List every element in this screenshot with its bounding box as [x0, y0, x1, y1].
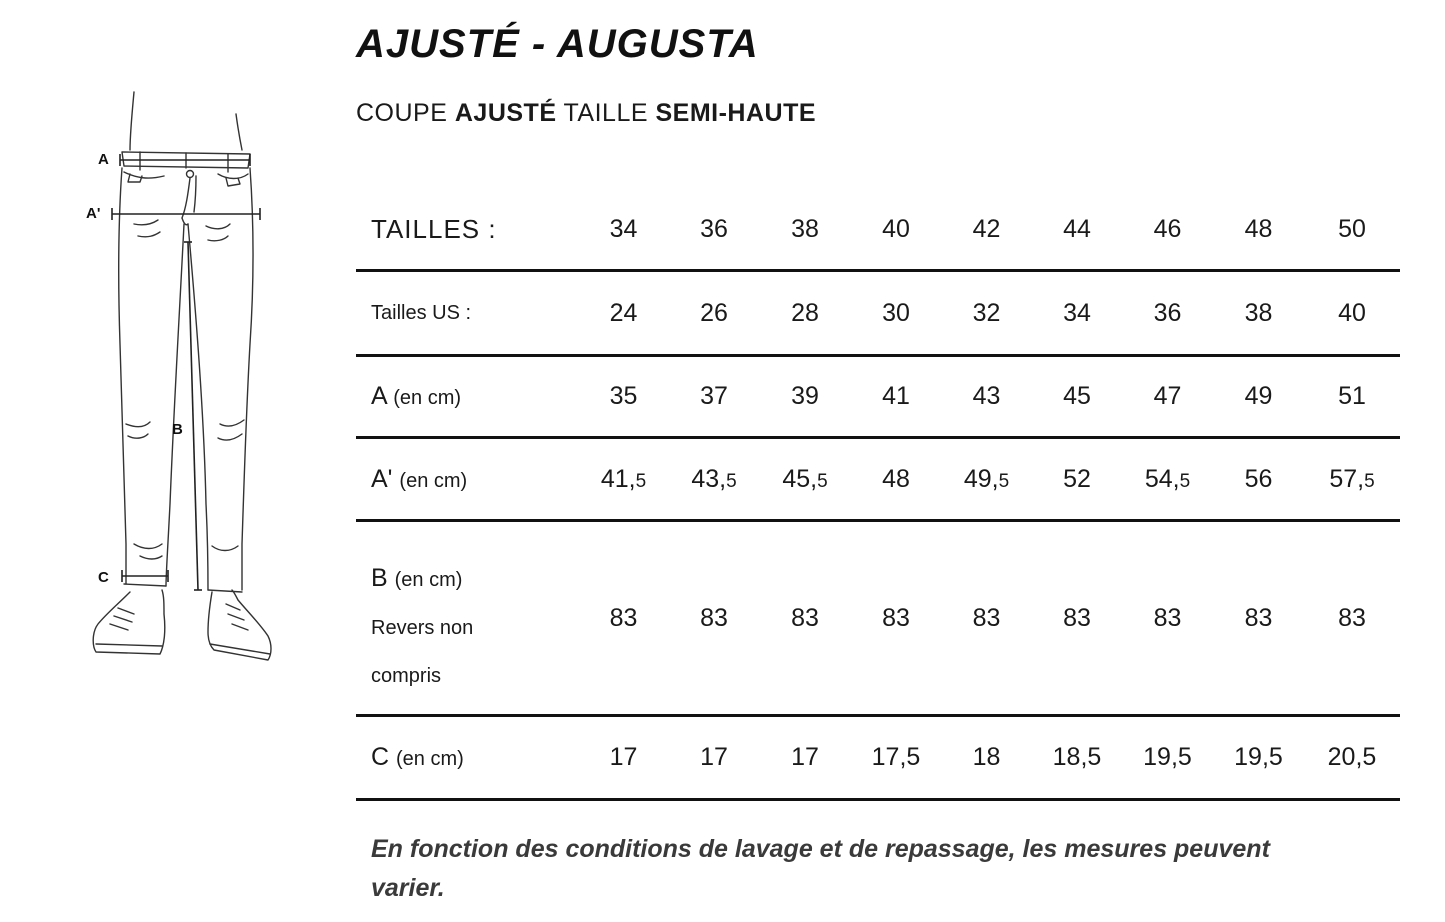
table-cell: 48	[1244, 215, 1273, 243]
table-cell: 36	[700, 215, 728, 243]
table-cell: 18	[972, 743, 1001, 771]
row-label-note: compris	[371, 665, 442, 687]
table-cell: 46	[1153, 215, 1182, 243]
table-cell: 34	[609, 215, 638, 243]
table-cell: 51	[1338, 382, 1366, 410]
table-cell: 43	[972, 382, 1001, 410]
row-label-main: A	[371, 382, 387, 410]
measure-label-a-prime: A'	[86, 205, 101, 222]
table-cell: 56	[1244, 464, 1273, 493]
measure-label-b: B	[172, 421, 183, 438]
table-cell: 20,5	[1327, 743, 1377, 771]
table-cell: 38	[791, 215, 819, 243]
row-label	[356, 716, 578, 800]
table-cell: 32	[972, 298, 1001, 327]
table-cell: 40	[1338, 298, 1366, 327]
table-row-b	[356, 521, 1400, 716]
table-row-a-prime	[356, 438, 1400, 521]
table-row-c	[356, 716, 1400, 800]
table-cell: 44	[1063, 215, 1091, 243]
table-cell: 83	[609, 603, 638, 632]
taille-value: SEMI-HAUTE	[655, 99, 817, 127]
table-cell: 57,5	[1329, 464, 1375, 493]
table-cell: 52	[1063, 464, 1091, 493]
table-cell: 43,5	[691, 464, 737, 493]
coupe-prefix: COUPE	[356, 99, 448, 127]
table-cell: 18,5	[1052, 743, 1102, 771]
row-label-unit: (en cm)	[393, 387, 462, 409]
table-cell: 45,5	[782, 464, 828, 493]
table-cell: 49,5	[963, 464, 1010, 493]
table-cell: 83	[791, 603, 819, 632]
row-label: TAILLES :	[371, 214, 497, 244]
table-cell: 41	[882, 382, 910, 410]
row-label	[356, 521, 578, 716]
page-title: AJUSTÉ - AUGUSTA	[356, 22, 759, 66]
table-cell: 38	[1244, 298, 1273, 327]
footnote: En fonction des conditions de lavage et de repassage, les mesures peuvent varier.	[371, 835, 1270, 902]
row-label-unit: (en cm)	[399, 469, 468, 492]
table-cell: 50	[1338, 215, 1366, 243]
row-label-main: A'	[371, 464, 393, 493]
table-cell: 47	[1153, 382, 1182, 410]
table-cell: 40	[882, 215, 910, 243]
table-cell: 41,5	[600, 464, 647, 493]
table-cell: 19,5	[1234, 743, 1283, 771]
table-cell: 83	[1063, 603, 1091, 632]
table-cell: 35	[609, 382, 638, 410]
table-cell: 36	[1153, 298, 1182, 327]
table-cell: 39	[791, 382, 819, 410]
table-cell: 42	[972, 215, 1001, 243]
table-cell: 48	[882, 464, 910, 493]
coupe-value: AJUSTÉ	[454, 99, 557, 127]
table-cell: 83	[1153, 603, 1182, 632]
table-cell: 17	[791, 743, 819, 771]
table-cell: 17	[609, 743, 638, 771]
table-cell: 17	[700, 743, 728, 771]
table-cell: 17,5	[871, 743, 921, 771]
table-cell: 83	[1338, 603, 1366, 632]
row-label-unit: (en cm)	[394, 569, 463, 591]
table-cell: 28	[791, 298, 819, 327]
taille-prefix: TAILLE	[563, 99, 649, 127]
size-table	[356, 190, 1400, 801]
table-cell: 83	[1244, 603, 1273, 632]
fit-subtitle	[356, 99, 816, 128]
row-label: Tailles US :	[371, 301, 472, 324]
table-cell: 49	[1244, 382, 1273, 410]
row-label-main: C	[371, 743, 390, 771]
row-label-note: Revers non	[371, 617, 474, 639]
table-cell: 83	[882, 603, 910, 632]
jeans-illustration	[78, 84, 288, 674]
table-row-sizes	[356, 190, 1400, 271]
table-cell: 24	[609, 298, 638, 327]
table-cell: 19,5	[1143, 743, 1192, 771]
table-row-a	[356, 356, 1400, 438]
measure-label-c: C	[98, 569, 109, 586]
table-cell: 83	[700, 603, 728, 632]
table-cell: 54,5	[1144, 464, 1191, 493]
row-label-unit: (en cm)	[396, 748, 464, 770]
row-label	[356, 356, 578, 438]
measure-label-a: A	[98, 151, 109, 168]
table-cell: 26	[700, 298, 728, 327]
table-cell: 34	[1063, 298, 1091, 327]
table-cell: 45	[1063, 382, 1091, 410]
table-cell: 83	[972, 603, 1001, 632]
row-label-main: B	[371, 564, 388, 592]
table-cell: 30	[882, 298, 910, 327]
table-cell: 37	[700, 382, 728, 410]
table-row-us-sizes	[356, 271, 1400, 356]
row-label	[356, 438, 578, 521]
